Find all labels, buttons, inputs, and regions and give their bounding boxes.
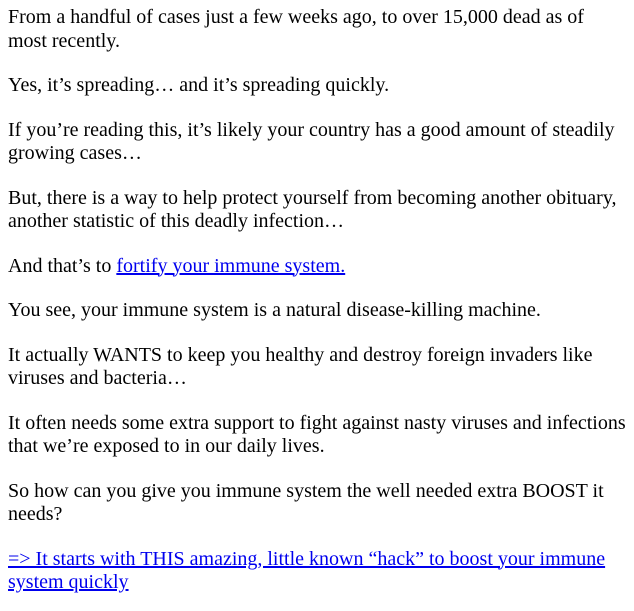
paragraph-cta	[8, 548, 626, 595]
fortify-lead-text: And that’s to	[8, 254, 117, 277]
paragraph-spreading: Yes, it’s spreading… and it’s spreading quickly.	[8, 74, 390, 96]
paragraph-extra-support: It often needs some extra support to fight against nasty viruses and infections that we’re exposed to in our daily lives.	[8, 411, 626, 457]
fortify-immune-system-link[interactable]: fortify your immune system.	[116, 254, 346, 277]
paragraph-fortify	[8, 255, 626, 279]
paragraph-protect-yourself: But, there is a way to help protect yourself from becoming another obituary, another statistic of this deadly infection…	[8, 186, 617, 232]
paragraph-case-count: From a handful of cases just a few weeks ago, to over 15,000 dead as of most recently.	[8, 6, 584, 52]
paragraph-immune-wants: It actually WANTS to keep you healthy and destroy foreign invaders like viruses and bacteria…	[8, 343, 593, 389]
paragraph-country-cases: If you’re reading this, it’s likely your country has a good amount of steadily growing cases…	[8, 118, 615, 164]
immune-boost-hack-link[interactable]: => It starts with THIS amazing, little known “hack” to boost your immune system quickly	[8, 547, 606, 593]
paragraph-boost-question: So how can you give you immune system the well needed extra BOOST it needs?	[8, 479, 604, 525]
paragraph-immune-machine: You see, your immune system is a natural disease-killing machine.	[8, 299, 541, 321]
